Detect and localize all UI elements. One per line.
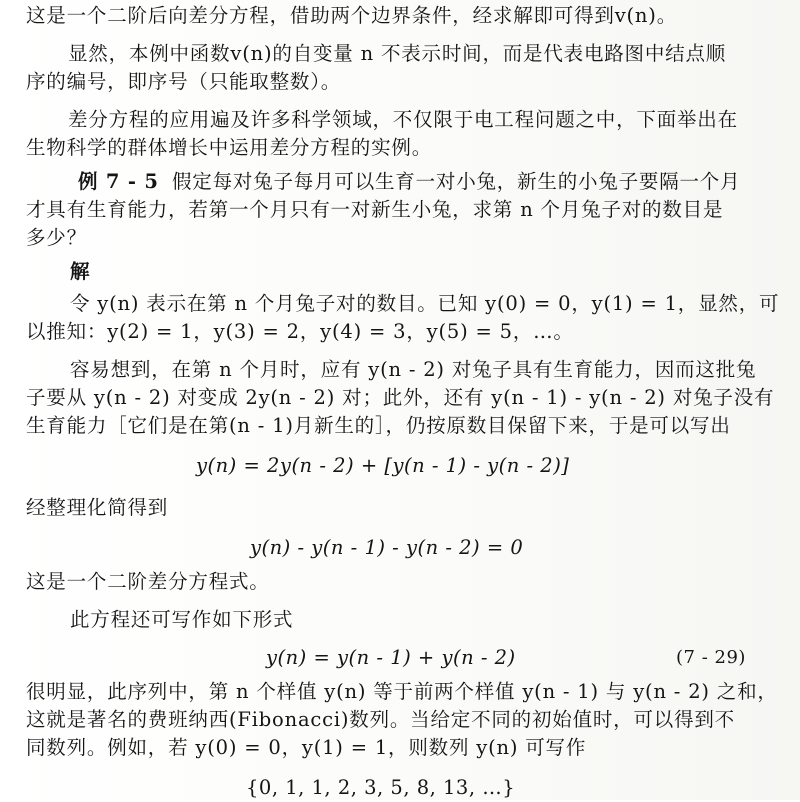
paragraph-line: 序的编号，即序号（只能取整数）。: [26, 70, 342, 93]
example-label: 例 7 - 5: [78, 170, 159, 193]
paragraph-line: 多少？: [26, 226, 87, 249]
equation: y(n) - y(n - 1) - y(n - 2) = 0: [250, 536, 524, 559]
equation: y(n) = y(n - 1) + y(n - 2): [266, 646, 516, 669]
solution-label: 解: [70, 260, 91, 283]
paragraph-line: 才具有生育能力，若第一个月只有一对新生小兔，求第 n 个月兔子对的数目是: [26, 198, 724, 221]
paragraph-line: 假定每对兔子每月可以生育一对小兔，新生的小兔子要隔一个月: [172, 170, 741, 193]
paragraph-line: 生物科学的群体增长中运用差分方程的实例。: [26, 136, 433, 159]
equation: y(n) = 2y(n - 2) + [y(n - 1) - y(n - 2)]: [196, 454, 570, 477]
paragraph-line: 这是一个二阶后向差分方程，借助两个边界条件，经求解即可得到v(n)。: [26, 4, 677, 27]
equation: {0, 1, 1, 2, 3, 5, 8, 13, …}: [246, 776, 516, 799]
paragraph-line: 令 y(n) 表示在第 n 个月兔子对的数目。已知 y(0) = 0，y(1) = 1，显然，可: [70, 292, 780, 315]
paragraph-line: 显然，本例中函数v(n)的自变量 n 不表示时间，而是代表电路图中结点顺: [68, 42, 727, 65]
paragraph-line: 子要从 y(n - 2) 对变成 2y(n - 2) 对；此外，还有 y(n - 1) - y(n - 2) 对兔子没有: [26, 386, 775, 409]
paragraph-line: 这是一个二阶差分方程式。: [26, 570, 270, 593]
paragraph-line: 此方程还可写作如下形式: [70, 608, 294, 631]
paragraph-line: 经整理化简得到: [26, 496, 169, 519]
paragraph-line: 同数列。例如，若 y(0) = 0，y(1) = 1，则数列 y(n) 可写作: [26, 736, 587, 759]
paragraph-line: 以推知：y(2) = 1，y(3) = 2，y(4) = 3，y(5) = 5，…。: [26, 320, 574, 343]
paragraph-line: 这就是著名的费班纳西(Fibonacci)数列。当给定不同的初始值时，可以得到不: [26, 708, 735, 731]
paragraph-line: 差分方程的应用遍及许多科学领域，不仅限于电工程问题之中，下面举出在: [68, 108, 738, 131]
paragraph-line: 很明显，此序列中，第 n 个样值 y(n) 等于前两个样值 y(n - 1) 与 y(n - 2) 之和，: [26, 680, 778, 703]
paragraph-line: 容易想到，在第 n 个月时，应有 y(n - 2) 对兔子具有生育能力，因而这批兔: [70, 358, 757, 381]
paragraph-line: 生育能力［它们是在第(n - 1)月新生的］，仍按原数目保留下来，于是可以写出: [26, 414, 731, 437]
equation-number: (7 - 29): [676, 647, 746, 668]
